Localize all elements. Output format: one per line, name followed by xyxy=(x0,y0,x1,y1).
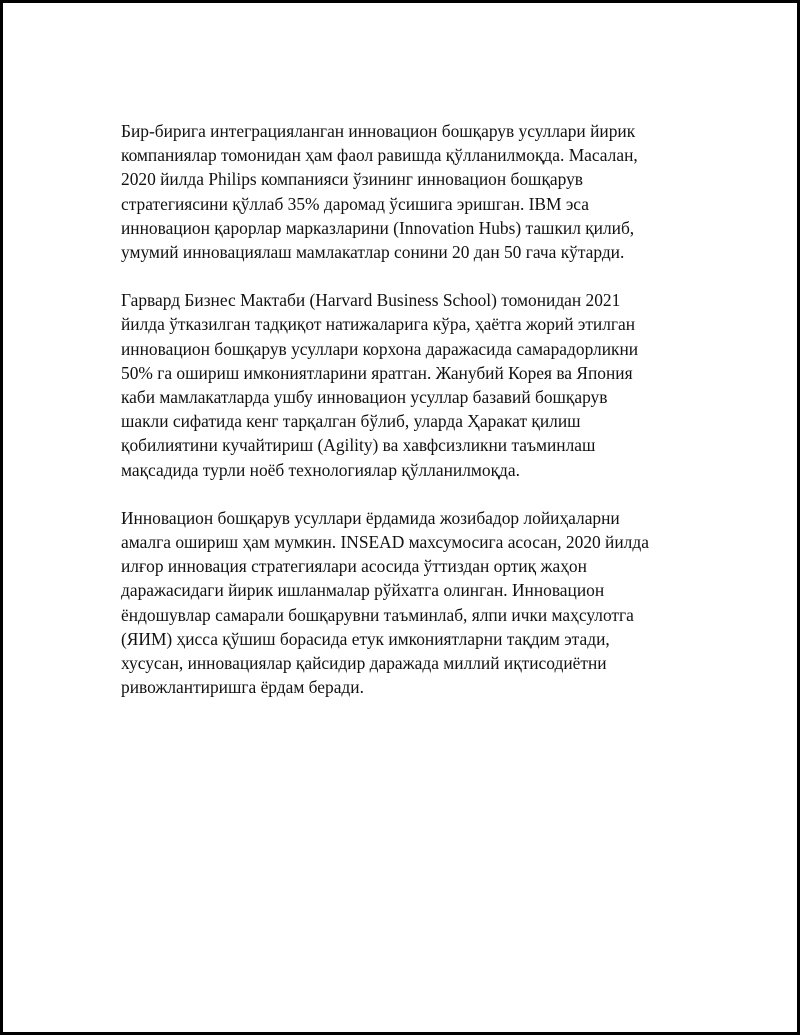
text-line: Бир-бирига интеграцияланган инновацион бошқарув усуллари йирик xyxy=(121,121,636,141)
text-line: йилда ўтказилган тадқиқот натижаларига кўра, ҳаётга жорий этилган xyxy=(121,314,636,335)
text-line: 2020 йилда Philips компанияси ўзининг инновацион бошқарув xyxy=(121,169,583,190)
text-line: компаниялар томонидан ҳам фаол равишда қўлланилмоқда. Масалан, xyxy=(121,145,638,166)
text-line: амалга ошириш ҳам мумкин. INSEAD махсумосига асосан, 2020 йилда xyxy=(121,532,649,553)
text-line: мақсадида турли ноёб технологиялар қўлланилмоқда. xyxy=(121,459,520,480)
text-line: шакли сифатида кенг тарқалган бўлиб, уларда Ҳаракат қилиш xyxy=(121,411,581,432)
text-line: инновацион бошқарув усуллари корхона даражасида самарадорликни xyxy=(121,338,639,359)
text-line: (ЯИМ) ҳисса қўшиш борасида етук имкониятларни тақдим этади, xyxy=(121,628,610,649)
paragraph-2 xyxy=(121,288,691,482)
text-line: стратегиясини қўллаб 35% даромад ўсишига эришган. IBM эса xyxy=(121,193,589,214)
text-line: ривожлантиришга ёрдам беради. xyxy=(121,677,364,698)
paragraph-1 xyxy=(121,119,691,264)
text-line: Гарвард Бизнес Мактаби (Harvard Business School) томонидан 2021 xyxy=(121,290,621,311)
paragraph-3 xyxy=(121,506,691,700)
text-line: каби мамлакатларда ушбу инновацион усуллар базавий бошқарув xyxy=(121,387,608,408)
text-line: хусусан, инновациялар қайсидир даражада миллий иқтисодиётни xyxy=(121,653,607,674)
text-line: қобилиятини кучайтириш (Agility) ва хавфсизликни таъминлаш xyxy=(121,435,596,456)
text-line: ёндошувлар самарали бошқарувни таъминлаб, ялпи ички маҳсулотга xyxy=(121,604,634,625)
text-line: даражасидаги йирик ишланмалар рўйхатга олинган. Инновацион xyxy=(121,580,605,601)
document-body xyxy=(121,119,691,723)
text-line: инновацион қарорлар марказларини (Innovation Hubs) ташкил қилиб, xyxy=(121,217,635,238)
text-line: 50% га ошириш имкониятларини яратган. Жанубий Корея ва Япония xyxy=(121,362,633,383)
text-line: умумий инновациялаш мамлакатлар сонини 20 дан 50 гача кўтарди. xyxy=(121,242,625,263)
text-line: илғор инновация стратегиялари асосида ўттиздан ортиқ жаҳон xyxy=(121,556,587,577)
text-line: Инновацион бошқарув усуллари ёрдамида жозибадор лойиҳаларни xyxy=(121,507,620,528)
